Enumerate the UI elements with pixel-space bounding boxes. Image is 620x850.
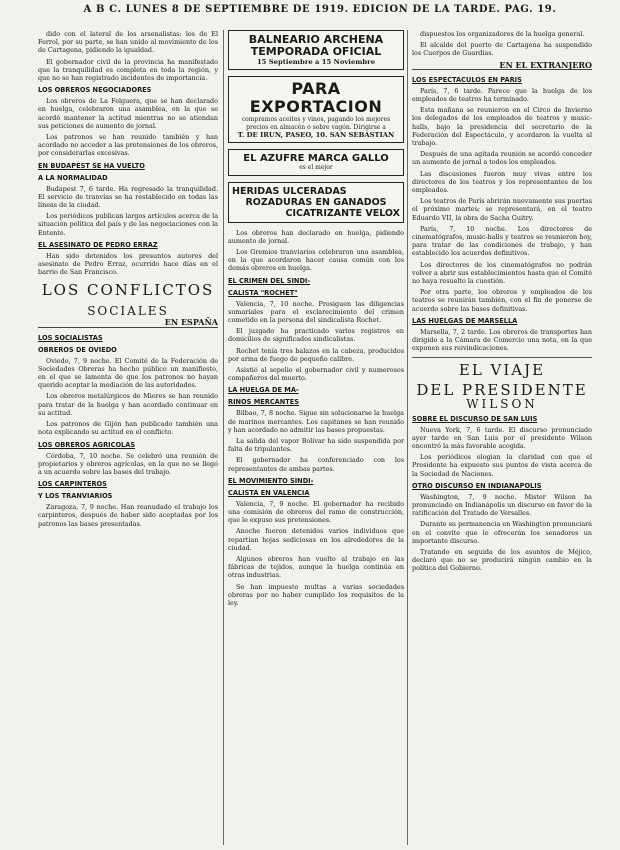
advertisement-archena <box>228 30 404 70</box>
paragraph: París, 7, 6 tarde. Parece que la huelga de los empleados de teatros ha terminado. <box>412 86 592 104</box>
section-heading: EL MOVIMIENTO SINDI- <box>228 476 314 485</box>
paragraph: Durante su permanencia en Washington pronunciará en el convite que le ofrecerán los senadores un importante discurso. <box>412 520 592 545</box>
paragraph: Las discusiones fueron muy vivas entre los directores de los teatros y los representantes de los empleados. <box>412 169 592 195</box>
ad-subtitle: TEMPORADA OFICIAL <box>250 45 382 58</box>
headline-presidente: DEL PRESIDENTE <box>416 380 588 399</box>
paragraph: Rochet tenía tres balazos en la cabeza, producidos por arma de fuego de pequeño calibre. <box>228 346 404 363</box>
ad-body: compramos aceites y vinos, pagando los mejores precios en almacén o sobre vagón. Dirigirse a <box>241 116 391 131</box>
section-heading: LOS OBREROS NEGOCIADORES <box>38 86 152 95</box>
paragraph: Los periódicos publican largos artículos acerca de la situación política del país y de las negociaciones con la Entente. <box>38 212 218 237</box>
section-heading: EL ASESINATO DE PEDRO ERRAZ <box>38 240 158 249</box>
paragraph: Córdoba, 7, 10 noche. Se celebró una reunión de propietarios y obreros agrícolas, en la que no se llegó a un acuerdo sobre las bases del trabajo. <box>38 451 218 476</box>
ad-title: PARA EXPORTACION <box>249 79 383 116</box>
paragraph: Después de una agitada reunión se acordó conceder un aumento de jornal a todos los empleados. <box>412 150 592 167</box>
paragraph: Han sido detenidos los presuntos autores del asesinato de Pedro Erraz, ocurrido hace días en el barrio de San Francisco. <box>38 251 218 277</box>
section-heading: LOS OBREROS AGRICOLAS <box>38 440 136 449</box>
paragraph: El alcalde del puerto de Cartagena ha suspendido los Cuerpos de Guardias. <box>412 41 592 58</box>
paragraph: Valencia, 7, 10 noche. Prosiguen las diligencias sumariales para el esclarecimiento del crimen cometido en la persona del sindicalista Rochet. <box>228 299 404 324</box>
paragraph: Tratando en seguida de los asuntos de Méjico, declaró que no se producirá ningún cambio en la política del Gobierno. <box>412 547 592 573</box>
ad-title: EL AZUFRE MARCA GALLO <box>243 153 389 164</box>
advertisement-azufre <box>228 149 404 176</box>
paragraph: Los obreros de La Felguera, que se han declarado en huelga, celebraron una asamblea, en la que se acordó mantener la actitud mientras no se atiendan sus peticiones de aumento de jornal. <box>38 97 218 130</box>
section-heading: RINOS MERCANTES <box>228 398 300 407</box>
ad-line: ROZADURAS EN GANADOS <box>245 196 387 208</box>
paragraph: Se han impuesto multas a varias sociedades obreras por no haber cumplido los requisitos de la ley. <box>228 582 404 607</box>
advertisement-exportacion <box>228 76 404 143</box>
paragraph: Esta mañana se reunieron en el Circo de Invierno los delegados de los empleados de teatros y music-halls, bajo la presidencia del secretario de la Federación del Espectáculo, y acordaron la vuelta al trabajo. <box>412 106 592 148</box>
paragraph: Zaragoza, 7, 9 noche. Han reanudado el trabajo los carpinteros, después de haber sido aceptadas por los patronos las bases presentadas. <box>38 503 218 528</box>
section-heading: EL CRIMEN DEL SINDI- <box>228 276 311 285</box>
paragraph: Los Gremios tranviarios celebraron una asamblea, en la que acordaron hacer causa común con los demás obreros en huelga. <box>228 247 404 273</box>
column-rule <box>223 30 224 845</box>
paragraph: Oviedo, 7, 9 noche. El Comité de la Federación de Sociedades Obreras ha hecho público un manifiesto, en el que se lamenta de que los patronos no hayan querido aceptar la mediación de las autoridades. <box>38 356 218 390</box>
paragraph: Nueva York, 7, 6 tarde. El discurso pronunciado ayer tarde en San Luis por el presidente Wilson encontró la más favorable acogida. <box>412 425 592 450</box>
ad-body: es el mejor <box>299 164 333 171</box>
section-heading: A LA NORMALIDAD <box>38 173 108 182</box>
section-heading: OTRO DISCURSO EN INDIANAPOLIS <box>412 481 542 490</box>
paragraph: Marsella, 7, 2 tarde. Los obreros de transportes han dirigido a la Cámara de Comercio una nota, en la que exponen sus reivindicaciones. <box>412 327 592 353</box>
paragraph: Valencia, 7, 9 noche. El gobernador ha recibido una comisión de obreros del ramo de construcción, que le expuso sus pretensiones. <box>228 499 404 525</box>
section-heading: CALISTA "ROCHET" <box>228 288 298 297</box>
paragraph: Budapest 7, 6 tarde. Ha regresado la tranquilidad. El servicio de tranvías se ha restablecido en todas las líneas de la ciudad. <box>38 184 218 210</box>
paragraph: Washington, 7, 9 noche. Mister Wilson ha pronunciado en Indianápolis un discurso en favor de la ratificación del Tratado de Versalles. <box>412 492 592 518</box>
advertisement-velox <box>228 182 404 223</box>
section-heading: LOS ESPECTACULOS EN PARIS <box>412 75 522 84</box>
column-middle <box>228 30 404 845</box>
paragraph: Los patronos se han reunido también y han acordado no acceder a las pretensiones de los obreros, por considerarlas excesivas. <box>38 133 218 158</box>
paragraph: Los obreros metalúrgicos de Mieres se han reunido para tratar de la huelga y han acordado continuar en su actitud. <box>38 392 218 417</box>
page-masthead: A B C. LUNES 8 DE SEPTIEMBRE DE 1919. EDICION DE LA TARDE. PAG. 19. <box>83 4 557 15</box>
headline-sociales: SOCIALES <box>87 304 169 319</box>
paragraph: Algunos obreros han vuelto al trabajo en las fábricas de tejidos, aunque la huelga continúa en otras industrias. <box>228 554 404 580</box>
paragraph: El gobernador ha conferenciado con los representantes de ambas partes. <box>228 456 404 473</box>
ad-line: HERIDAS ULCERADAS <box>232 185 347 197</box>
paragraph: La salida del vapor Bolívar ha sido suspendida por falta de tripulantes. <box>228 436 404 454</box>
section-heading: Y LOS TRANVIARIOS <box>38 492 113 501</box>
paragraph: Anoche fueron detenidos varios individuos que repartían hojas sediciosas en los alrededores de la ciudad. <box>228 527 404 552</box>
paragraph: París, 7, 10 noche. Los directores de cinematógrafos, music-halls y teatros se reunieron hoy, para tratar de las condiciones de trabajo, y han establecido los acuerdos definitivos. <box>412 224 592 258</box>
headline-conflictos: LOS CONFLICTOS <box>41 281 215 300</box>
headline-wilson: WILSON <box>466 396 538 411</box>
divider <box>412 357 592 358</box>
paragraph: Los patronos de Gijón han publicado también una nota explicando su actitud en el conflicto. <box>38 420 218 437</box>
section-subtitle: EN ESPAÑA <box>38 318 218 327</box>
ad-address: T. DE IRUN, PASEO, 10. SAN SEBASTIAN <box>237 131 395 139</box>
section-heading: LAS HUELGAS DE MARSELLA <box>412 316 518 325</box>
section-subtitle: EN EL EXTRANJERO <box>412 61 592 70</box>
ad-dates: 15 Septiembre a 15 Noviembre <box>256 58 376 66</box>
section-heading: LOS CARPINTEROS <box>38 480 107 489</box>
paragraph: El gobernador civil de la provincia ha manifestado que la tranquilidad es completa en toda la región, y que no se han registrado incidentes de importancia. <box>38 57 218 83</box>
section-heading: SOBRE EL DISCURSO DE SAN LUIS <box>412 414 538 423</box>
paragraph: Los obreros han declarado en huelga, pidiendo aumento de jornal. <box>228 228 404 245</box>
section-heading: EN BUDAPEST SE HA VUELTO <box>38 161 145 170</box>
paragraph: Los periódicos elogian la claridad con que el Presidente ha expuesto sus puntos de vista acerca de la Sociedad de Naciones. <box>412 453 592 478</box>
paragraph: Los teatros de París abrirán nuevamente sus puertas el próximo martes; se representará, en el teatro Eduardo VII, la obra de Sacha Guitry. <box>412 197 592 222</box>
column-left <box>38 30 218 845</box>
paragraph: Bilbao, 7, 8 noche. Sigue sin solucionarse la huelga de marinos mercantes. Los capitanes se han reunido y han acordado no admitir las bases propuestas. <box>228 409 404 434</box>
ad-title: BALNEARIO ARCHENA <box>248 33 384 46</box>
ad-line: CICATRIZANTE VELOX <box>285 207 400 219</box>
paragraph: El juzgado ha practicado varios registros en domicilios de significados sindicalistas. <box>228 327 404 344</box>
section-heading: LA HUELGA DE MA- <box>228 386 299 395</box>
paragraph: Por otra parte, los obreros y empleados de los teatros se reunirán también, con el fin de ponerse de acuerdo sobre las bases definitivas. <box>412 288 592 313</box>
column-rule <box>407 30 408 845</box>
paragraph: Los directores de los cinematógrafos no podrán volver a abrir sus establecimientos hasta que el Comité no haya resuelto la cuestión. <box>412 260 592 286</box>
section-heading: CALISTA EN VALENCIA <box>228 488 310 497</box>
paragraph: dido con el lateral de los arsenalistas: los de El Ferrol, por su parte, se han unido al movimiento de los de Cartagena, pidiendo la igualdad. <box>38 30 218 55</box>
headline-viaje: EL VIAJE <box>458 360 546 379</box>
section-heading: OBREROS DE OVIEDO <box>38 345 117 354</box>
paragraph: dispuestos los organizadores de la huelga general. <box>420 30 585 38</box>
section-heading: LOS SOCIALISTAS <box>38 333 103 342</box>
paragraph: Asistió al sepelio el gobernador civil y numerosos compañeros del muerto. <box>228 365 404 383</box>
column-right <box>412 30 592 845</box>
